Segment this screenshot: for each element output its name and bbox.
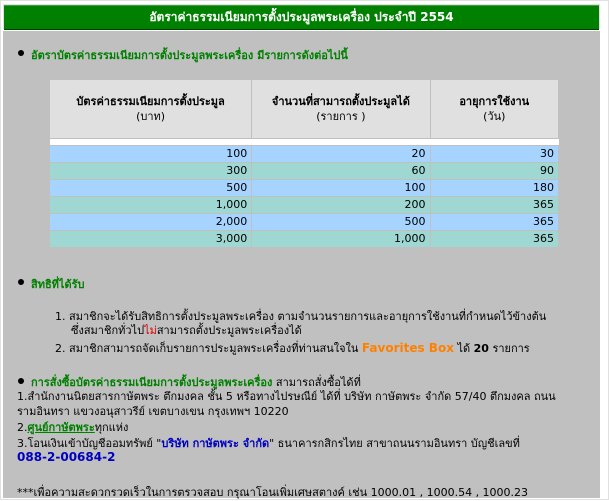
bullet-icon (18, 50, 24, 56)
cell-count: 500 (252, 214, 430, 231)
header-count-unit: (รายการ ) (316, 110, 366, 123)
cell-count: 100 (252, 180, 430, 197)
header-fee-label: บัตรค่าธรรมเนียมการตั้งประมูล (76, 95, 225, 108)
order-3-rest: ทุกแห่ง (94, 421, 129, 434)
footnote: ***เพื่อความสะดวกรวดเร็วในการตรวจสอบ กรุณาโอนเพิ่มเศษสตางค์ เช่น 1000.01 , 1000.54 , 1000.23 (17, 486, 529, 499)
cell-count: 20 (252, 146, 430, 163)
benefit-2-text: สมาชิกสามารถจัดเก็บรายการประมูลพระเครื่องที่ท่านสนใจใน (69, 342, 359, 355)
table-row (50, 214, 559, 231)
header-count (252, 80, 430, 139)
order-4-text2: " ธนาคารกสิกรไทย สาขาถนนรามอินทรา บัญชีเลขที่ (269, 437, 520, 450)
header-duration-label: อายุการใช้งาน (459, 95, 530, 108)
order-3-number: 2. (17, 421, 28, 434)
table-row (50, 163, 559, 180)
benefit-1-emphasis: ไม่ (144, 324, 157, 337)
benefit-1-number: 1. (55, 310, 66, 323)
header-count-label: จำนวนที่สามารถตั้งประมูลได้ (271, 95, 410, 108)
content-panel (3, 31, 600, 498)
benefit-2-text2: ได้ (457, 342, 471, 355)
table-spacer (50, 139, 559, 146)
page-title: อัตราค่าธรรมเนียมการตั้งประมูลพระเครื่อง ประจำปี 2554 (4, 5, 599, 30)
order-4-text: 3.โอนเงินเข้าบัญชีออมทรัพย์ " (17, 437, 162, 450)
cell-duration: 180 (430, 180, 558, 197)
benefit-item-2 (55, 339, 530, 357)
cell-duration: 90 (430, 163, 558, 180)
table-row (50, 180, 559, 197)
cell-count: 1,000 (252, 231, 430, 248)
order-line-2: รามอินทรา แขวงอนุสาวรีย์ เขตบางเขน กรุงเทพฯ 10220 (17, 405, 289, 418)
favorites-box-label: Favorites Box (361, 341, 454, 355)
benefit-item-1-cont (71, 321, 302, 339)
benefit-2-number: 2. (55, 342, 66, 355)
header-fee (50, 80, 252, 139)
title-bar (3, 4, 600, 29)
section-order-suffix: สามารถสั่งซื้อได้ที่ (275, 376, 361, 389)
section-order-title: การสั่งซื้อบัตรค่าธรรมเนียมการตั้งประมูลพระเครื่อง (31, 376, 273, 389)
cell-fee: 300 (50, 163, 252, 180)
order-line-1: 1.สำนักงานนิตยสารกาษัตพระ ตึกมงคล ชั้น 5 หรือทางไปรษณีย์ ได้ที่ บริษัท กาษัตพระ จำกัด 57/40 ตึกมงคล ถนน (17, 390, 556, 403)
benefit-2-text3: รายการ (492, 342, 530, 355)
benefit-1-cont-text2: สามารถตั้งประมูลพระเครื่องได้ (156, 324, 302, 337)
header-duration-unit: (วัน) (483, 110, 506, 123)
bullet-icon (18, 279, 24, 285)
cell-fee: 100 (50, 146, 252, 163)
cell-count: 60 (252, 163, 430, 180)
section-benefits-title: สิทธิที่ได้รับ (31, 278, 85, 291)
cell-duration: 365 (430, 197, 558, 214)
header-fee-unit: (บาท) (136, 110, 166, 123)
center-link[interactable]: ศูนย์กาษัตพระ (27, 421, 95, 434)
favorites-count: 20 (473, 342, 489, 355)
table-row (50, 197, 559, 214)
bullet-icon (18, 378, 24, 384)
cell-duration: 365 (430, 231, 558, 248)
cell-fee: 1,000 (50, 197, 252, 214)
rates-table (49, 79, 559, 248)
cell-fee: 3,000 (50, 231, 252, 248)
benefit-1-cont-text: ซึ่งสมาชิกทั่วไป (71, 324, 145, 337)
cell-count: 200 (252, 197, 430, 214)
cell-duration: 365 (430, 214, 558, 231)
account-number: 088-2-00684-2 (17, 450, 116, 464)
benefit-1-text: สมาชิกจะได้รับสิทธิการตั้งประมูลพระเครื่อง ตามจำนวนรายการและอายุการใช้งานที่กำหนดไว้ข้างต้น (69, 310, 547, 323)
cell-duration: 30 (430, 146, 558, 163)
section-rates-title: อัตราบัตรค่าธรรมเนียมการตั้งประมูลพระเครื่อง มีรายการดังต่อไปนี้ (31, 49, 348, 62)
cell-fee: 500 (50, 180, 252, 197)
table-header-row (50, 80, 559, 139)
header-duration (430, 80, 558, 139)
table-row (50, 231, 559, 248)
company-name: บริษัท กาษัตพระ จำกัด (161, 437, 270, 450)
cell-fee: 2,000 (50, 214, 252, 231)
table-row (50, 146, 559, 163)
